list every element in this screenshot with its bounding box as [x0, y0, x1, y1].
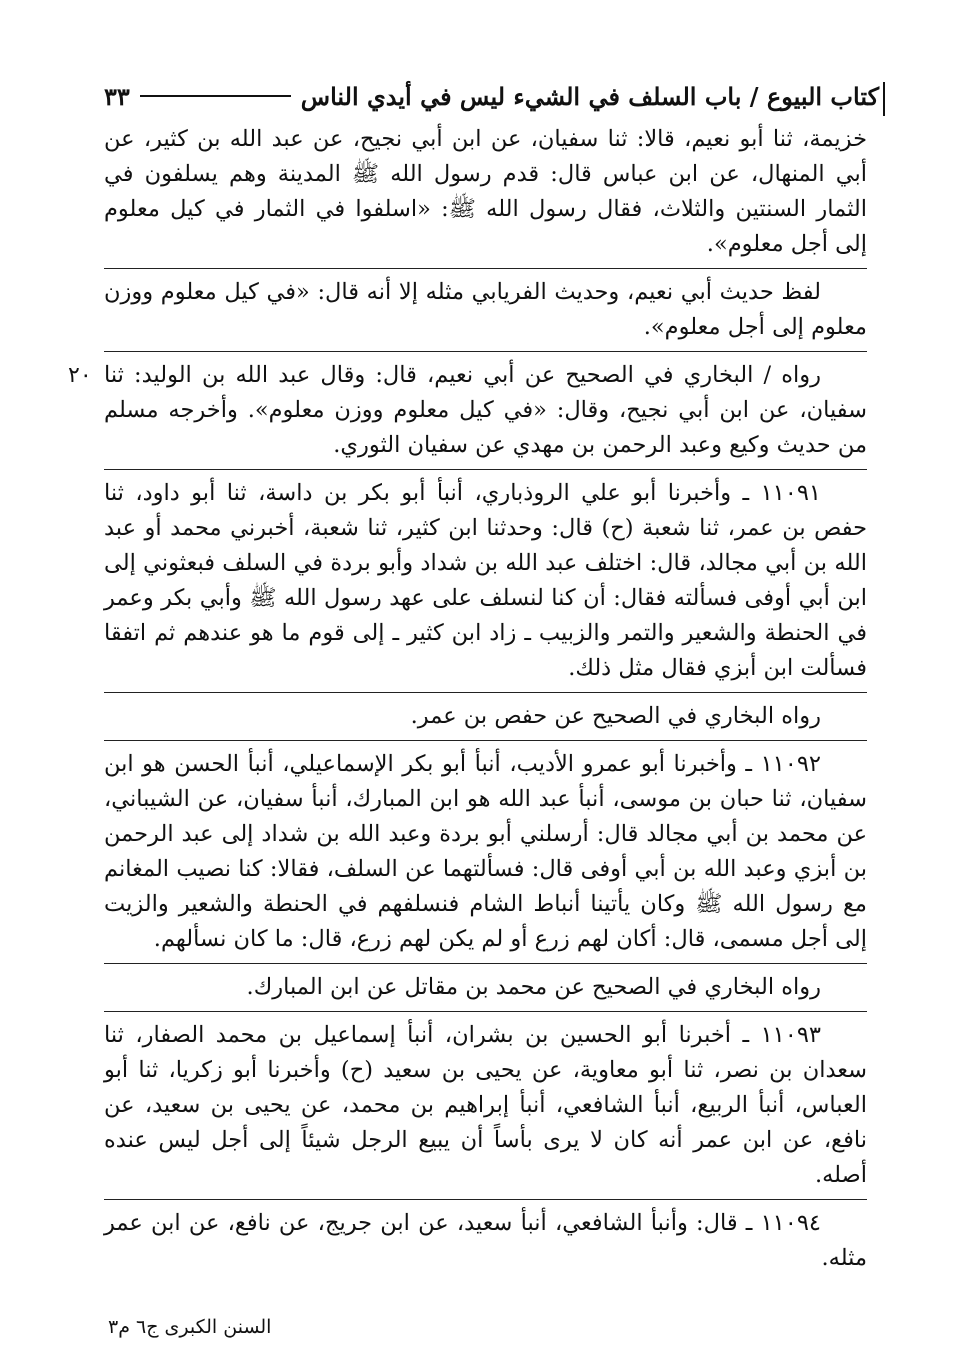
paragraph-bukhari-hafs: رواه البخاري في الصحيح عن حفص بن عمر. [410, 703, 821, 729]
body-text [68, 122, 867, 1280]
header-tick-mark [883, 82, 885, 116]
page-number: ٣٣ [104, 81, 130, 111]
paragraph-lafz: لفظ حديث أبي نعيم، وحديث الفريابي مثله إلا أنه قال: «في كيل معلوم ووزن معلوم إلى أجل معلوم». [104, 279, 867, 340]
paragraph-divider [104, 692, 867, 693]
margin-number: ٢٠ [68, 363, 92, 388]
paragraph-bukhari-narration [68, 358, 867, 463]
hadith-11093: ١١٠٩٣ ـ أخبرنا أبو الحسين بن بشران، أنبأ إسماعيل بن محمد الصفار، ثنا سعدان بن نصر، ثنا أبو معاوية، عن يحيى بن سعيد (ح) وأخبرنا أبو زكريا، ثنا أبو العباس، أنبأ الربيع، أنبأ الشافعي، أنبأ إبراهيم بن محمد، عن يحيى بن سعيد، عن نافع، عن ابن عمر أنه كان لا يرى بأساً أن يبيع الرجل شيئاً إلى أجل ليس عنده أصله. [104, 1022, 867, 1188]
paragraph-divider [104, 740, 867, 741]
footer-signature: السنن الكبرى ج٦ م٣ [108, 1316, 272, 1338]
paragraph-divider [104, 1199, 867, 1200]
hadith-11094: ١١٠٩٤ ـ قال: وأنبأ الشافعي، أنبأ سعيد، عن ابن جريج، عن نافع، عن ابن عمر مثله. [104, 1210, 867, 1271]
paragraph-divider [104, 351, 867, 352]
header-title: كتاب البيوع / باب السلف في الشيء ليس في أيدي الناس [300, 81, 879, 111]
running-header [104, 76, 879, 116]
paragraph-divider [104, 1011, 867, 1012]
paragraph-divider [104, 268, 867, 269]
paragraph-bukhari-muqatil: رواه البخاري في الصحيح عن محمد بن مقاتل عن ابن المبارك. [246, 974, 821, 1000]
paragraph-divider [104, 963, 867, 964]
hadith-11092: ١١٠٩٢ ـ وأخبرنا أبو عمرو الأديب، أنبأ أبو بكر الإسماعيلي، أنبأ الحسن هو ابن سفيان، ثنا حبان بن موسى، أنبأ عبد الله هو ابن المبارك، أنبأ سفيان، عن الشيباني، عن محمد بن أبي مجالد قال: أرسلني أبو بردة وعبد الله بن شداد إلى عبد الرحمن بن أبزي وعبد الله بن أبي أوفى قال: فسألتهما عن السلف، فقالا: كنا نصيب المغانم مع رسول الله ﷺ وكان يأتينا أنباط الشام فنسلفهم في الحنطة والشعير والزيت إلى أجل مسمى، قال: أكان لهم زرع أو لم يكن لهم زرع، قال: ما كان نسألهم. [104, 751, 867, 952]
paragraph-divider [104, 469, 867, 470]
paragraph-bukhari-text: رواه / البخاري في الصحيح عن أبي نعيم، قال: وقال عبد الله بن الوليد: ثنا سفيان، عن ابن أبي نجيح، وقال: «في كيل معلوم ووزن معلوم». وأخرجه مسلم من حديث وكيع وعبد الرحمن بن مهدي عن سفيان الثوري. [104, 362, 867, 458]
header-rule [140, 95, 291, 97]
paragraph-continuation: خزيمة، ثنا أبو نعيم، قالا: ثنا سفيان، عن ابن أبي نجيح، عن عبد الله بن كثير، عن أبي المنهال، عن ابن عباس قال: قدم رسول الله ﷺ المدينة وهم يسلفون في الثمار السنتين والثلاث، فقال رسول الله ﷺ: «اسلفوا في الثمار في كيل معلوم إلى أجل معلوم». [104, 126, 867, 257]
hadith-11091: ١١٠٩١ ـ وأخبرنا أبو علي الروذباري، أنبأ أبو بكر بن داسة، ثنا أبو داود، ثنا حفص بن عمر، ثنا شعبة (ح) قال: وحدثنا ابن كثير، ثنا شعبة، أخبرني محمد أو عبد الله بن أبي مجالد، قال: اختلف عبد الله بن شداد وأبو بردة في السلف فبعثوني إلى ابن أبي أوفى فسألته فقال: أن كنا لنسلف على عهد رسول الله ﷺ وأبي بكر وعمر في الحنطة والشعير والتمر والزبيب ـ زاد ابن كثير ـ إلى قوم ما هو عندهم ثم اتفقا فسألت ابن أبزي فقال مثل ذلك. [104, 480, 867, 681]
